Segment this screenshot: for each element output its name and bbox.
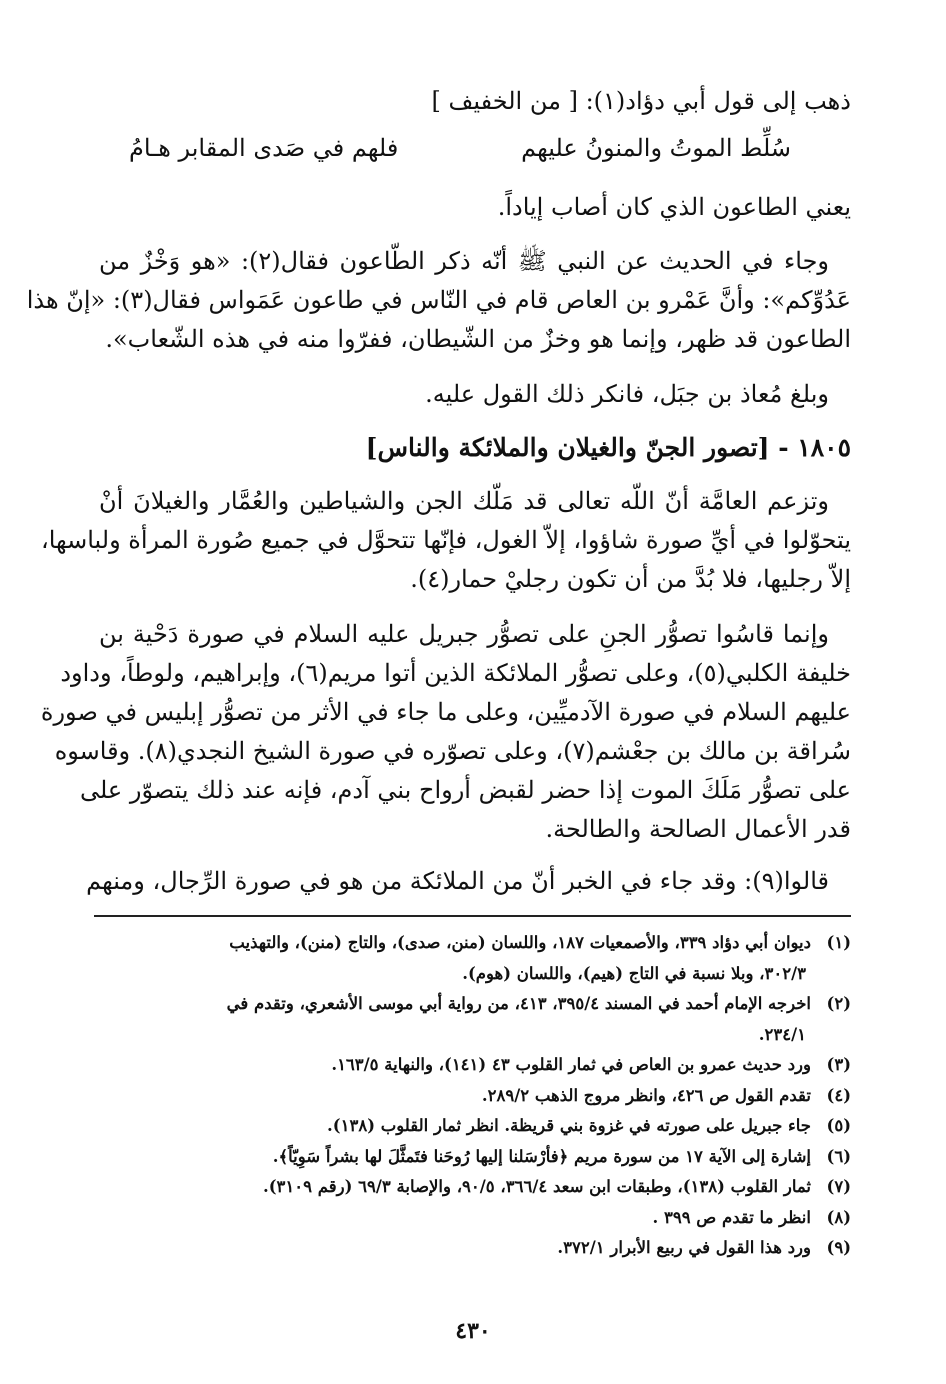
poem-verse (99, 134, 851, 174)
text-line: إلاّ رجليها، فلا بُدَّ من أن تكون رجليْ حمار(٤). (410, 565, 851, 593)
footnote-number: (١) (826, 933, 851, 952)
text-line: قالوا(٩): وقد جاء في الخبر أنّ من الملائكة من هو في صورة الرِّجال، ومنهم (86, 867, 829, 895)
text-line: وتزعم العامَّة أنّ اللّه تعالى قد مَلّك الجن والشياطين والعُمَّار والغيلانَ أنْ (99, 487, 829, 515)
verse-first-hemistich: سُلِّط الموتُ والمنونُ عليهم (521, 134, 791, 162)
footnote-number: (٥) (826, 1116, 851, 1135)
text-line: قدر الأعمال الصالحة والطالحة. (545, 815, 851, 843)
text-line: سُراقة بن مالك بن جعْشم(٧)، وعلى تصوّره في صورة الشيخ النجدي(٨). وقاسوه (54, 737, 851, 765)
section-heading: ١٨٠٥ - [تصور الجنّ والغيلان والملائكة والناس] (365, 433, 851, 462)
paragraph-yani (99, 188, 851, 227)
footnote-text: تقدم القول ص ٤٢٦، وانظر مروج الذهب ٢٨٩/٢. (481, 1085, 811, 1105)
footnote-number: (٤) (826, 1085, 851, 1105)
paragraph-qalu (86, 862, 851, 901)
footnote (94, 1081, 851, 1112)
footnote-text: ديوان أبي دؤاد ٣٣٩، والأصمعيات ١٨٧، واللسان (منن، صدى)، والتاج (منن)، والتهذيب (229, 933, 811, 952)
text-line: يتحوّلوا في أيِّ صورة شاؤوا، إلاّ الغول، فإنّها تتحوَّل في جميع صُورة المرأة ولباسها، (40, 526, 851, 554)
paragraph-tazum (40, 482, 851, 599)
footnote-divider (94, 915, 851, 917)
footnote-number: (٣) (826, 1055, 851, 1074)
text-line: الطاعون قد ظهر، وإنما هو وخزٌ من الشّيطان، ففرّوا منه في هذه الشّعاب». (105, 325, 851, 353)
footnote (94, 1172, 851, 1203)
footnote-text: ٣٠٢/٣، وبلا نسبة في التاج (هيم)، واللسان (هوم). (462, 963, 806, 983)
footnote-text: اخرجه الإمام أحمد في المسند ٣٩٥/٤، ٤١٣، من رواية أبي موسى الأشعري، وتقدم في (226, 994, 811, 1013)
footnote-number: (٨) (826, 1207, 851, 1227)
footnotes (94, 928, 851, 1264)
text-line: وجاء في الحديث عن النبي ﷺ أنّه ذكر الطّاعون فقال(٢): «هو وَخْزٌ من (99, 247, 829, 275)
paragraph-hadith (26, 242, 851, 359)
footnote (94, 1203, 851, 1234)
page-number: ٤٣٠ (455, 1318, 491, 1344)
footnote-text: ٢٣٤/١. (758, 1024, 806, 1044)
intro-text: ذهب إلى قول أبي دؤاد(١): [ من الخفيف ] (431, 87, 851, 115)
intro-line (99, 82, 851, 121)
footnote-text: ورد هذا القول في ربيع الأبرار ٣٧٢/١. (557, 1238, 811, 1257)
text-line: يعني الطاعون الذي كان أصاب إياداً. (497, 193, 851, 221)
text-line: وإنما قاسُوا تصوُّر الجنِ على تصوُّر جبريل عليه السلام في صورة دَحْية بن (99, 620, 829, 648)
footnote (94, 1233, 851, 1264)
paragraph-inama (40, 615, 851, 849)
footnote (94, 928, 851, 989)
footnote-number: (٢) (826, 994, 851, 1013)
text-line: عَدُوِّكم»: وأنَّ عَمْرو بن العاص قام في النّاس في طاعون عَمَواس فقال(٣): «إنّ هذا (26, 286, 851, 314)
footnote-text: ورد حديث عمرو بن العاص في ثمار القلوب ٤٣ (١٤١)، والنهاية ١٦٣/٥. (331, 1055, 811, 1074)
text-line: عليهم السلام في صورة الآدميِّين، وعلى ما جاء في الأثر من تصوُّر إبليس في صورة (40, 698, 851, 726)
footnote-number: (٧) (826, 1177, 851, 1196)
footnote-text: ثمار القلوب (١٣٨)، وطبقات ابن سعد ٣٦٦/٤، ٩٠/٥، والإصابة ٦٩/٣ (رقم ٣١٠٩). (262, 1177, 811, 1196)
footnote-text: جاء جبريل على صورته في غزوة بني قريظة. انظر ثمار القلوب (١٣٨). (327, 1116, 811, 1135)
footnote-number: (٦) (826, 1146, 851, 1166)
footnote (94, 989, 851, 1050)
verse-second-hemistich: فلهم في صَدى المقابر هـامُ (129, 134, 399, 162)
footnote (94, 1111, 851, 1142)
paragraph-muadh (99, 375, 851, 414)
text-line: خليفة الكلبي(٥)، وعلى تصوُّر الملائكة الذين أتوا مريم(٦)، وإبراهيم، ولوطاً، وداود (60, 659, 851, 687)
text-line: وبلغ مُعاذ بن جبَل، فانكر ذلك القول عليه. (425, 380, 829, 408)
text-line: على تصوُّر مَلَكَ الموت إذا حضر لقبض أرواح بني آدم، فإنه عند ذلك يتصوّر على (79, 776, 851, 804)
footnote-text: انظر ما تقدم ص ٣٩٩ . (652, 1207, 811, 1227)
footnote (94, 1142, 851, 1173)
footnote-text: إشارة إلى الآية ١٧ من سورة مريم ﴿فأرْسَلنا إليها رُوحَنا فتَمثَّلَ لها بشراً سَوِيّاً﴾. (272, 1146, 811, 1166)
footnote (94, 1050, 851, 1081)
footnote-number: (٩) (826, 1238, 851, 1257)
